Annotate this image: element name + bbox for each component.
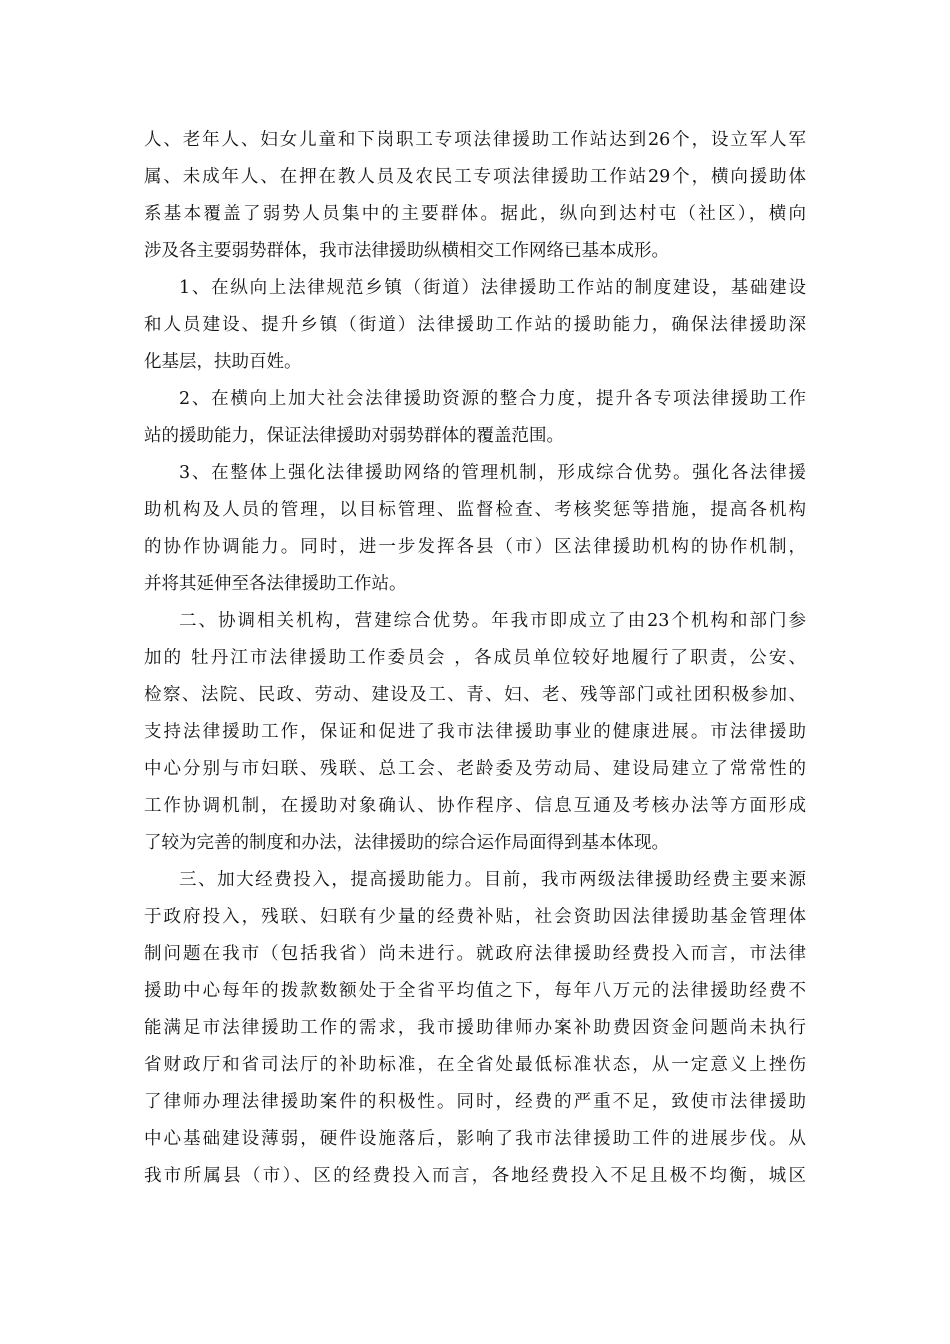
text-line: 站的援助能力，保证法律援助对弱势群体的覆盖范围。 [144, 426, 564, 446]
paragraph-section-2 [144, 603, 806, 862]
text-line: 涉及各主要弱势群体，我市法律援助纵横相交工作网络已基本成形。 [144, 241, 669, 261]
text-line: 中心分别与市妇联、残联、总工会、老龄委及劳动局、建设局建立了常常性的 [144, 759, 806, 779]
text-line: 化基层，扶助百姓。 [144, 352, 302, 372]
text-line: 二、协调相关机构，营建综合优势。年我市即成立了由23个机构和部门参 [179, 611, 806, 631]
text-line: 检察、法院、民政、劳动、建设及工、青、妇、老、残等部门或社团积极参加、 [144, 685, 806, 705]
paragraph-item-2 [144, 381, 806, 455]
text-line: 并将其延伸至各法律援助工作站。 [144, 574, 407, 594]
text-line: 系基本覆盖了弱势人员集中的主要群体。据此，纵向到达村屯（社区），横向 [144, 204, 806, 224]
paragraph-continuation [144, 122, 806, 270]
text-line: 人、老年人、妇女儿童和下岗职工专项法律援助工作站达到26个，设立军人军 [144, 130, 806, 150]
document-body [144, 122, 806, 1195]
text-line: 支持法律援助工作，保证和促进了我市法律援助事业的健康进展。市法律援助 [144, 722, 806, 742]
text-line: 我市所属县（市）、区的经费投入而言，各地经费投入不足且极不均衡，城区 [144, 1166, 806, 1186]
text-line: 省财政厅和省司法厅的补助标准，在全省处最低标准状态，从一定意义上挫伤 [144, 1055, 806, 1075]
text-line: 和人员建设、提升乡镇（街道）法律援助工作站的援助能力，确保法律援助深 [144, 315, 806, 335]
text-line: 属、未成年人、在押在教人员及农民工专项法律援助工作站29个，横向援助体 [144, 167, 806, 187]
paragraph-section-3 [144, 862, 806, 1195]
paragraph-item-1 [144, 270, 806, 381]
text-line: 的协作协调能力。同时，进一步发挥各县（市）区法律援助机构的协作机制， [144, 537, 806, 557]
text-line: 工作协调机制，在援助对象确认、协作程序、信息互通及考核办法等方面形成 [144, 796, 806, 816]
text-line: 1、在纵向上法律规范乡镇（街道）法律援助工作站的制度建设，基础建设 [179, 278, 806, 298]
text-line: 2、在横向上加大社会法律援助资源的整合力度，提升各专项法律援助工作 [179, 389, 806, 409]
text-line: 了律师办理法律援助案件的积极性。同时，经费的严重不足，致使市法律援助 [144, 1092, 806, 1112]
paragraph-item-3 [144, 455, 806, 603]
text-line: 三、加大经费投入，提高援助能力。目前，我市两级法律援助经费主要来源 [179, 870, 806, 890]
text-line: 了较为完善的制度和办法，法律援助的综合运作局面得到基本体现。 [144, 833, 669, 853]
text-line: 援助中心每年的拨款数额处于全省平均值之下，每年八万元的法律援助经费不 [144, 981, 806, 1001]
text-line: 助机构及人员的管理，以目标管理、监督检查、考核奖惩等措施，提高各机构 [144, 500, 806, 520]
text-line: 于政府投入，残联、妇联有少量的经费补贴，社会资助因法律援助基金管理体 [144, 907, 806, 927]
text-line: 加的 牡丹江市法律援助工作委员会 ，各成员单位较好地履行了职责，公安、 [144, 648, 806, 668]
text-line: 制问题在我市（包括我省）尚未进行。就政府法律援助经费投入而言，市法律 [144, 944, 806, 964]
text-line: 中心基础建设薄弱，硬件设施落后，影响了我市法律援助工件的进展步伐。从 [144, 1129, 806, 1149]
text-line: 能满足市法律援助工作的需求，我市援助律师办案补助费因资金问题尚未执行 [144, 1018, 806, 1038]
text-line: 3、在整体上强化法律援助网络的管理机制，形成综合优势。强化各法律援 [179, 463, 806, 483]
